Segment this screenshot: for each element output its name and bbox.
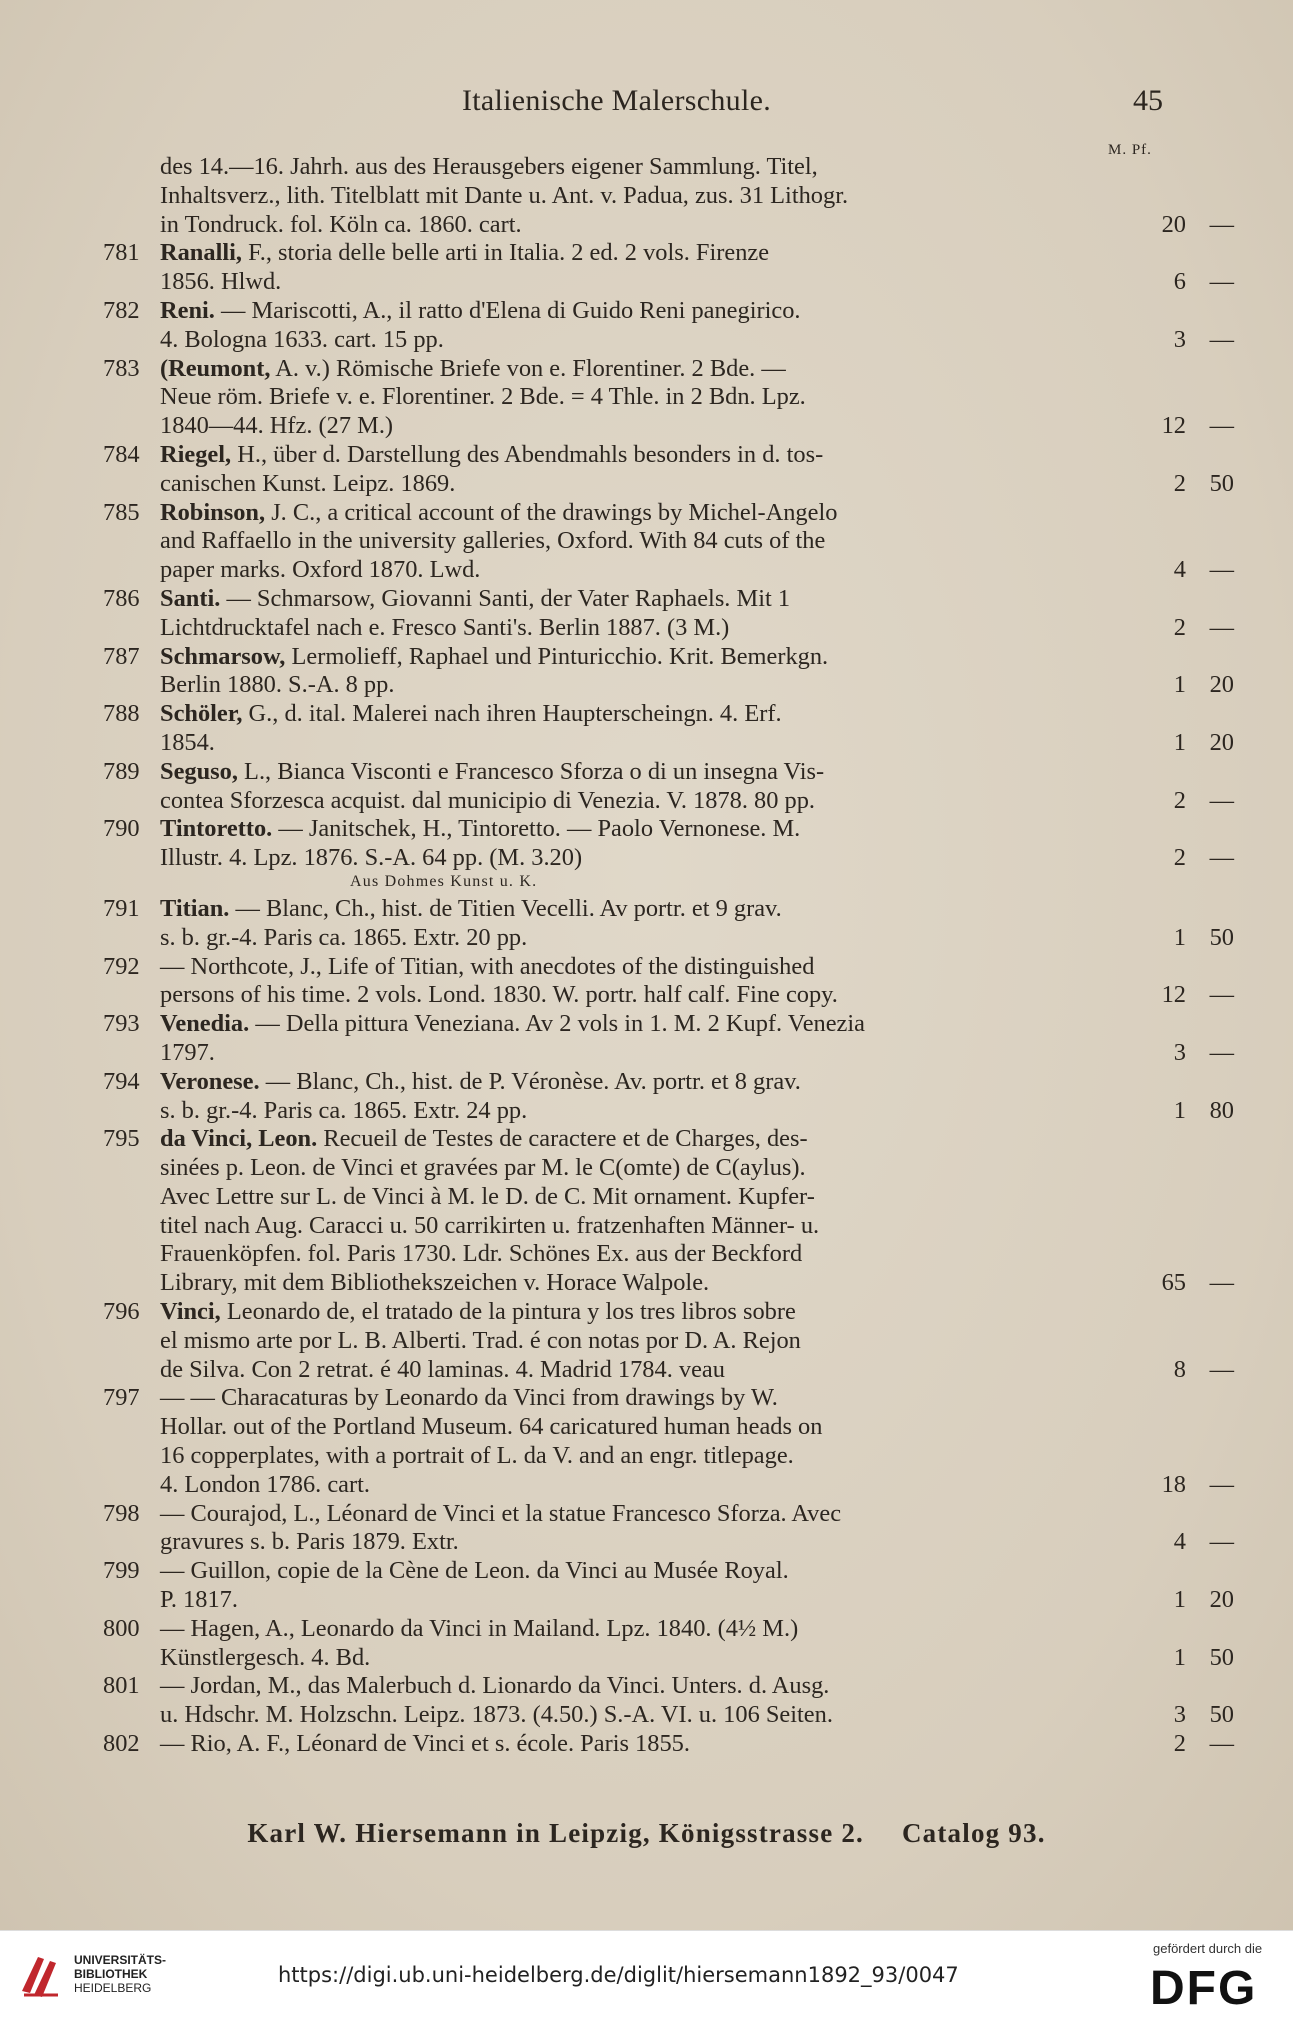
- price-mark: 2: [1173, 844, 1186, 872]
- entry-text: canischen Kunst. Leipz. 1869.: [160, 469, 456, 497]
- entry-text: L., Bianca Visconti e Francesco Sforza o di un insegna Vis-: [244, 757, 825, 785]
- entry-line: [160, 1384, 1080, 1413]
- entry-text: contea Sforzesca acquist. dal municipio di Venezia. V. 1878. 80 pp.: [160, 786, 816, 814]
- entry-line: [160, 1643, 1234, 1673]
- catalog-entry: [0, 1672, 1293, 1730]
- entry-line: [160, 1586, 1234, 1615]
- entry-heading: Schöler,: [160, 700, 243, 728]
- entry-line: [160, 1010, 1080, 1039]
- entry-line: [160, 1212, 1080, 1241]
- entry-number: 795: [103, 1125, 140, 1153]
- entry-body: [160, 239, 1234, 297]
- entry-text: in Tondruck. fol. Köln ca. 1860. cart.: [160, 210, 522, 238]
- entry-price: [1104, 470, 1234, 499]
- entry-body: [160, 1010, 1234, 1068]
- entry-text: gravures s. b. Paris 1879. Extr.: [160, 1528, 459, 1556]
- entry-price: [1104, 1701, 1234, 1730]
- entry-heading: Robinson,: [160, 498, 266, 526]
- price-pfennig: 20: [1209, 671, 1234, 699]
- entry-text: 4. Bologna 1633. cart. 15 pp.: [160, 325, 444, 353]
- entry-number: 784: [103, 440, 140, 468]
- entry-line: [160, 1442, 1080, 1471]
- price-pfennig: 50: [1209, 923, 1234, 951]
- running-head: [0, 84, 1293, 124]
- price-mark: 65: [1161, 1269, 1186, 1297]
- entry-body: [160, 354, 1234, 441]
- entry-price: [1104, 981, 1234, 1010]
- entry-line: [160, 153, 1080, 182]
- entry-body: [160, 1067, 1234, 1126]
- entry-text: P. 1817.: [160, 1586, 238, 1614]
- entry-price: [1104, 787, 1234, 816]
- price-pfennig: —: [1209, 1470, 1234, 1498]
- entry-line: [160, 1701, 1234, 1730]
- entry-line: [160, 844, 1234, 873]
- library-logo-icon[interactable]: [14, 1945, 74, 2005]
- viewer-footer-bar: [0, 1930, 1293, 2023]
- catalog-entry: [0, 1730, 1293, 1759]
- entry-text: Lichtdrucktafel nach e. Fresco Santi's. Berlin 1887. (3 M.): [160, 613, 730, 641]
- entry-text: titel nach Aug. Caracci u. 50 carrikirten u. fratzenhaften Männer- u.: [160, 1211, 820, 1239]
- price-mark: 3: [1173, 1701, 1186, 1729]
- entry-line: [160, 1154, 1080, 1183]
- entry-number: 798: [103, 1499, 140, 1527]
- price-mark: 12: [1161, 412, 1186, 440]
- catalog-entry: [0, 1298, 1293, 1384]
- entry-text: 4. London 1786. cart.: [160, 1470, 370, 1498]
- entry-heading: Schmarsow,: [160, 642, 286, 670]
- entry-line: [160, 1096, 1234, 1126]
- entry-number: 790: [103, 815, 140, 843]
- catalog-entry: [0, 355, 1293, 441]
- entry-text: u. Hdschr. M. Holzschn. Leipz. 1873. (4.50.) S.-A. VI. u. 106 Seiten.: [160, 1701, 833, 1729]
- entry-line: [160, 923, 1234, 953]
- price-mark: 2: [1173, 786, 1186, 814]
- entry-body: [160, 1125, 1234, 1298]
- entry-body: [160, 440, 1234, 499]
- entry-text: J. C., a critical account of the drawings by Michel-Angelo: [271, 498, 838, 526]
- entry-text: 16 copperplates, with a portrait of L. da V. and an engr. titlepage.: [160, 1442, 794, 1470]
- entry-line: [160, 613, 1234, 643]
- entry-line: [160, 1068, 1080, 1097]
- entry-text: Leonardo de, el tratado de la pintura y los tres libros sobre: [226, 1298, 796, 1326]
- entry-line: [160, 412, 1234, 441]
- entry-line: [160, 643, 1080, 672]
- entry-body: [160, 1384, 1234, 1499]
- library-name-line: UNIVERSITÄTS-: [74, 1953, 167, 1967]
- library-name: [74, 1953, 166, 1995]
- entry-line: [160, 700, 1080, 729]
- permalink-url[interactable]: https://digi.ub.uni-heidelberg.de/diglit/hiersemann1892_93/0047: [278, 1963, 959, 1987]
- entry-line: [160, 1183, 1080, 1212]
- entry-body: [160, 153, 1234, 239]
- price-mark: 6: [1173, 268, 1186, 296]
- entry-text: F., storia delle belle arti in Italia. 2 ed. 2 vols. Firenze: [248, 239, 770, 267]
- entry-text: — Guillon, copie de la Cène de Leon. da Vinci au Musée Royal.: [160, 1557, 789, 1585]
- catalog-entry: [0, 499, 1293, 585]
- entry-text: Hollar. out of the Portland Museum. 64 caricatured human heads on: [160, 1413, 823, 1441]
- price-pfennig: —: [1209, 1528, 1234, 1556]
- entry-line: [160, 556, 1234, 585]
- price-mark: 4: [1173, 556, 1186, 584]
- price-mark: 1: [1173, 1586, 1186, 1614]
- entry-line: [160, 1730, 1234, 1759]
- price-mark: 2: [1173, 469, 1186, 497]
- entry-number: 787: [103, 642, 140, 670]
- page-number: 45: [1133, 84, 1163, 117]
- entry-line: [160, 527, 1080, 556]
- price-pfennig: —: [1209, 268, 1234, 296]
- entry-price: [1104, 1644, 1234, 1673]
- entry-text: Neue röm. Briefe v. e. Florentiner. 2 Bde. = 4 Thle. in 2 Bdn. Lpz.: [160, 383, 806, 411]
- entry-number: 789: [103, 757, 140, 785]
- price-pfennig: —: [1209, 981, 1234, 1009]
- entry-heading: Riegel,: [160, 440, 232, 468]
- library-name-line: HEIDELBERG: [74, 1981, 152, 1995]
- entry-price: [1104, 1039, 1234, 1068]
- entry-body: [160, 1672, 1234, 1730]
- entry-text: 1856. Hlwd.: [160, 268, 282, 296]
- entry-body: [160, 1298, 1234, 1384]
- entry-line: [160, 210, 1234, 240]
- price-column-header: M. Pf.: [1108, 142, 1152, 158]
- entry-text: 1797.: [160, 1038, 215, 1066]
- entry-price: [1104, 1269, 1234, 1298]
- entry-number: 791: [103, 894, 140, 922]
- entry-price: [1104, 1528, 1234, 1557]
- entry-number: 785: [103, 498, 140, 526]
- catalog-entry: [0, 297, 1293, 355]
- dfg-logo[interactable]: DFG: [1150, 1962, 1258, 2015]
- entry-text: — Della pittura Veneziana. Av 2 vols in 1. M. 2 Kupf. Venezia: [255, 1010, 865, 1038]
- entry-body: [160, 700, 1234, 758]
- price-pfennig: —: [1209, 1355, 1234, 1383]
- price-mark: 1: [1173, 728, 1186, 756]
- entry-body: [160, 1499, 1234, 1558]
- entry-line: [160, 1269, 1234, 1298]
- entry-text: A. v.) Römische Briefe von e. Florentiner. 2 Bde. —: [275, 354, 786, 382]
- library-name-line: BIBLIOTHEK: [74, 1967, 148, 1981]
- entry-line: [160, 469, 1234, 499]
- catalog-entry: [0, 1068, 1293, 1126]
- entry-body: [160, 757, 1234, 816]
- catalog-entry: [0, 153, 1293, 239]
- publisher-address: Karl W. Hiersemann in Leipzig, Königsstrasse 2.: [247, 1818, 865, 1848]
- catalog-entry: [0, 953, 1293, 1011]
- entry-line: [160, 981, 1234, 1010]
- entry-number: 797: [103, 1384, 140, 1412]
- entry-text: — Janitschek, H., Tintoretto. — Paolo Vernonese. M.: [278, 815, 801, 843]
- price-mark: 2: [1173, 1730, 1186, 1758]
- entry-heading: Titian.: [160, 894, 230, 922]
- price-pfennig: 80: [1209, 1096, 1234, 1124]
- entry-body: [160, 1730, 1234, 1759]
- entry-number: 782: [103, 296, 140, 324]
- entry-body: [160, 1614, 1234, 1673]
- entry-line: [160, 325, 1234, 355]
- entry-number: 793: [103, 1010, 140, 1038]
- entry-number: 802: [103, 1730, 140, 1758]
- entry-price: [1104, 614, 1234, 643]
- entry-line: [160, 1672, 1080, 1701]
- entry-text: — Blanc, Ch., hist. de Titien Vecelli. Av portr. et 9 grav.: [235, 894, 782, 922]
- price-mark: 1: [1173, 923, 1186, 951]
- catalog-entry: [0, 643, 1293, 701]
- entry-text: — Hagen, A., Leonardo da Vinci in Mailand. Lpz. 1840. (4½ M.): [160, 1614, 799, 1642]
- entry-number: 783: [103, 354, 140, 382]
- entry-text: — Mariscotti, A., il ratto d'Elena di Guido Reni panegirico.: [221, 296, 801, 324]
- entry-line: [160, 383, 1080, 412]
- catalog-entry: [0, 1615, 1293, 1673]
- entry-heading: Reni.: [160, 296, 215, 324]
- price-mark: 8: [1173, 1355, 1186, 1383]
- entry-price: [1104, 1097, 1234, 1126]
- catalog-entry: [0, 1384, 1293, 1499]
- entry-line: [160, 671, 1234, 700]
- entry-text: G., d. ital. Malerei nach ihren Haupterscheingn. 4. Erf.: [248, 700, 782, 728]
- entry-heading: (Reumont,: [160, 354, 271, 382]
- entry-line: [160, 1615, 1080, 1644]
- publisher-footer: [0, 1818, 1293, 1849]
- entry-line: [160, 1355, 1234, 1385]
- entry-line: [160, 1038, 1234, 1068]
- entry-text: — Blanc, Ch., hist. de P. Véronèse. Av. portr. et 8 grav.: [265, 1067, 801, 1095]
- entry-heading: Santi.: [160, 584, 221, 612]
- catalog-entry: [0, 895, 1293, 953]
- entry-text: Recueil de Testes de caractere et de Charges, des-: [323, 1125, 808, 1153]
- entry-number: 794: [103, 1067, 140, 1095]
- entry-text: — Schmarsow, Giovanni Santi, der Vater Raphaels. Mit 1: [226, 584, 791, 612]
- catalog-entry: [0, 758, 1293, 816]
- entry-text: — — Characaturas by Leonardo da Vinci from drawings by W.: [160, 1384, 778, 1412]
- entry-line: [160, 1240, 1080, 1269]
- entry-line: [160, 182, 1080, 211]
- entry-price: [1104, 326, 1234, 355]
- entry-price: [1104, 729, 1234, 758]
- catalog-entry: [0, 700, 1293, 758]
- entry-text: — Northcote, J., Life of Titian, with anecdotes of the distinguished: [160, 952, 815, 980]
- entry-line: [160, 953, 1080, 982]
- funding-label: gefördert durch die: [1153, 1941, 1263, 1956]
- catalog-entry: [0, 1557, 1293, 1615]
- entry-line: [160, 297, 1080, 326]
- entry-text: paper marks. Oxford 1870. Lwd.: [160, 556, 481, 584]
- price-mark: 18: [1161, 1470, 1186, 1498]
- entry-line: [160, 1500, 1080, 1529]
- price-pfennig: —: [1209, 556, 1234, 584]
- entry-body: [160, 498, 1234, 585]
- entry-number: 800: [103, 1614, 140, 1642]
- entry-number: 786: [103, 584, 140, 612]
- price-mark: 3: [1173, 1038, 1186, 1066]
- entry-number: 796: [103, 1298, 140, 1326]
- price-pfennig: —: [1209, 1730, 1234, 1758]
- entry-line: [160, 499, 1080, 528]
- entry-text: s. b. gr.-4. Paris ca. 1865. Extr. 24 pp.: [160, 1096, 528, 1124]
- entry-body: [160, 952, 1234, 1011]
- price-mark: 2: [1173, 613, 1186, 641]
- price-pfennig: —: [1209, 1269, 1234, 1297]
- entry-price: [1104, 844, 1234, 873]
- entry-text: Library, mit dem Bibliothekszeichen v. Horace Walpole.: [160, 1269, 710, 1297]
- price-pfennig: —: [1209, 786, 1234, 814]
- entry-text: Illustr. 4. Lpz. 1876. S.-A. 64 pp. (M. 3.20): [160, 844, 583, 872]
- price-pfennig: 50: [1209, 469, 1234, 497]
- entry-price: [1104, 671, 1234, 700]
- entry-text: Künstlergesch. 4. Bd.: [160, 1643, 371, 1671]
- entry-text: H., über d. Darstellung des Abendmahls besonders in d. tos-: [237, 440, 824, 468]
- entry-text: — Rio, A. F., Léonard de Vinci et s. école. Paris 1855.: [160, 1730, 690, 1758]
- price-pfennig: —: [1209, 210, 1234, 238]
- page-title: Italienische Malerschule.: [462, 84, 772, 117]
- catalog-entry: [0, 239, 1293, 297]
- price-mark: 1: [1173, 1096, 1186, 1124]
- entry-line: [160, 815, 1080, 844]
- entry-heading: Seguso,: [160, 757, 238, 785]
- price-pfennig: —: [1209, 412, 1234, 440]
- catalog-entry: [0, 1500, 1293, 1558]
- entry-body: [160, 296, 1234, 355]
- price-mark: 1: [1173, 1643, 1186, 1671]
- entry-heading: Vinci,: [160, 1298, 221, 1326]
- entry-text: 1840—44. Hfz. (27 M.): [160, 412, 394, 440]
- entry-heading: Veronese.: [160, 1067, 260, 1095]
- entry-line: [160, 1528, 1234, 1557]
- price-mark: 3: [1173, 325, 1186, 353]
- entry-heading: Venedia.: [160, 1010, 250, 1038]
- entry-line: [160, 728, 1234, 758]
- entry-heading: Ranalli,: [160, 239, 242, 267]
- catalog-entries: [0, 153, 1293, 1759]
- entry-text: Frauenköpfen. fol. Paris 1730. Ldr. Schönes Ex. aus der Beckford: [160, 1240, 803, 1268]
- entry-text: de Silva. Con 2 retrat. é 40 laminas. 4. Madrid 1784. veau: [160, 1355, 725, 1383]
- price-pfennig: 20: [1209, 728, 1234, 756]
- price-pfennig: 50: [1209, 1643, 1234, 1671]
- price-pfennig: 20: [1209, 1586, 1234, 1614]
- entry-number: 792: [103, 952, 140, 980]
- entry-price: [1104, 1586, 1234, 1615]
- price-pfennig: —: [1209, 325, 1234, 353]
- provenance-note: Aus Dohmes Kunst u. K.: [350, 872, 538, 890]
- entry-price: [1104, 1471, 1234, 1500]
- entry-price: [1104, 556, 1234, 585]
- entry-line: [160, 585, 1080, 614]
- entry-line: [160, 786, 1234, 816]
- entry-line: [160, 355, 1080, 384]
- catalog-number: Catalog 93.: [901, 1818, 1046, 1848]
- entry-line: [160, 758, 1080, 787]
- price-mark: 20: [1161, 210, 1186, 238]
- entry-line: [160, 1413, 1080, 1442]
- entry-line: [160, 1470, 1234, 1500]
- entry-price: [1104, 268, 1234, 297]
- entry-text: Avec Lettre sur L. de Vinci à M. le D. de C. Mit ornament. Kupfer-: [160, 1182, 815, 1210]
- entry-text: 1854.: [160, 728, 215, 756]
- entry-heading: Tintoretto.: [160, 815, 273, 843]
- price-mark: 1: [1173, 671, 1186, 699]
- entry-number: 801: [103, 1672, 140, 1700]
- entry-body: [160, 815, 1234, 895]
- entry-text: Berlin 1880. S.-A. 8 pp.: [160, 671, 395, 699]
- catalog-entry: [0, 585, 1293, 643]
- entry-price: [1104, 1730, 1234, 1759]
- catalog-entry: [0, 815, 1293, 895]
- entry-text: el mismo arte por L. B. Alberti. Trad. é con notas por D. A. Rejon: [160, 1326, 801, 1354]
- entry-body: [160, 1557, 1234, 1615]
- entry-text: — Courajod, L., Léonard de Vinci et la statue Francesco Sforza. Avec: [160, 1499, 842, 1527]
- entry-number: 799: [103, 1557, 140, 1585]
- catalog-entry: [0, 1125, 1293, 1298]
- entry-text: Inhaltsverz., lith. Titelblatt mit Dante u. Ant. v. Padua, zus. 31 Lithogr.: [160, 181, 849, 209]
- entry-line: [160, 1557, 1080, 1586]
- price-pfennig: —: [1209, 1038, 1234, 1066]
- price-pfennig: —: [1209, 613, 1234, 641]
- entry-heading: da Vinci, Leon.: [160, 1125, 318, 1153]
- entry-text: s. b. gr.-4. Paris ca. 1865. Extr. 20 pp.: [160, 923, 528, 951]
- entry-line: [160, 441, 1080, 470]
- entry-line: [160, 268, 1234, 297]
- catalog-entry: [0, 1010, 1293, 1068]
- entry-line: [160, 1298, 1080, 1327]
- entry-line: [160, 239, 1080, 268]
- entry-text: persons of his time. 2 vols. Lond. 1830. W. portr. half calf. Fine copy.: [160, 981, 838, 1009]
- entry-text: — Jordan, M., das Malerbuch d. Lionardo da Vinci. Unters. d. Ausg.: [160, 1672, 830, 1700]
- entry-text: and Raffaello in the university galleries, Oxford. With 84 cuts of the: [160, 527, 826, 555]
- entry-line: [160, 895, 1080, 924]
- entry-body: [160, 894, 1234, 953]
- entry-line: [160, 1327, 1080, 1356]
- entry-price: [1104, 924, 1234, 953]
- price-pfennig: —: [1209, 844, 1234, 872]
- entry-text: sinées p. Leon. de Vinci et gravées par M. le C(omte) de C(aylus).: [160, 1154, 806, 1182]
- entry-body: [160, 584, 1234, 643]
- entry-text: Lermolieff, Raphael und Pinturicchio. Krit. Bemerkgn.: [291, 642, 829, 670]
- entry-number: 781: [103, 239, 140, 267]
- entry-price: [1104, 1356, 1234, 1385]
- entry-text: des 14.—16. Jahrh. aus des Herausgebers eigener Sammlung. Titel,: [160, 153, 818, 180]
- entry-body: [160, 642, 1234, 701]
- entry-price: [1104, 211, 1234, 240]
- price-mark: 12: [1161, 981, 1186, 1009]
- price-pfennig: 50: [1209, 1701, 1234, 1729]
- catalog-entry: [0, 441, 1293, 499]
- price-mark: 4: [1173, 1528, 1186, 1556]
- entry-line: [160, 1125, 1080, 1154]
- entry-number: 788: [103, 700, 140, 728]
- entry-price: [1104, 412, 1234, 441]
